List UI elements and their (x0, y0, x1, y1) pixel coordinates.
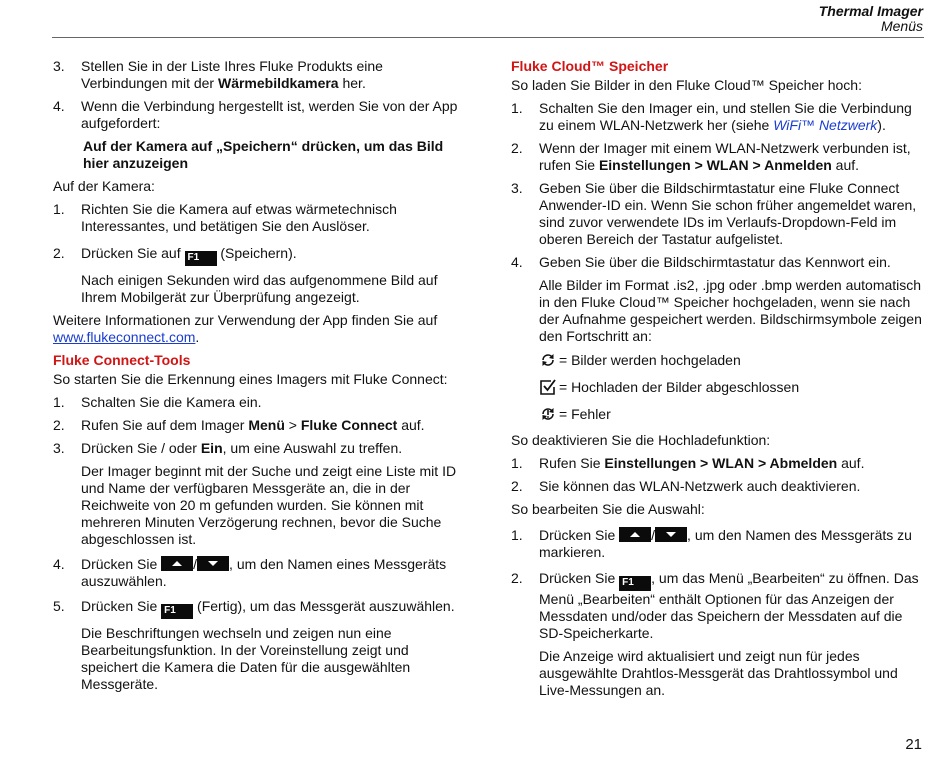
item-text: Drücken Sie (539, 527, 620, 543)
item-text: Drücken Sie / oder (81, 440, 201, 456)
item-text: Drücken Sie (539, 570, 620, 586)
list-item (53, 598, 468, 619)
item-text: (Fertig), um das Messgerät auszuwählen. (193, 598, 455, 614)
list-item (511, 180, 923, 248)
list-item (53, 394, 468, 411)
item-text: ). (877, 117, 886, 133)
item-text: Richten Sie die Kamera auf etwas wärmetechnisch Interessantes, und betätigen Sie den Auslöser. (81, 201, 397, 234)
symbol-row (511, 351, 923, 369)
wifi-network-link[interactable]: WiFi™ Netzwerk (773, 117, 878, 133)
item-text: Rufen Sie (539, 455, 605, 471)
item-bold: Ein (200, 440, 223, 456)
header-rule (52, 37, 924, 38)
symbol-row (511, 378, 923, 396)
section-heading: Fluke Connect-Tools (53, 352, 191, 368)
list-item (53, 440, 468, 457)
item-number: 4. (511, 254, 523, 270)
list-item (511, 570, 923, 642)
check-icon (539, 378, 557, 396)
item-number: 2. (511, 140, 523, 156)
sync-icon (539, 351, 557, 369)
more-info-text: . (195, 329, 200, 345)
item-number: 2. (53, 417, 65, 433)
slash: / (651, 527, 656, 543)
item-text: Geben Sie über die Bildschirmtastatur das Kennwort ein. (539, 254, 891, 270)
more-info-text: Weitere Informationen zur Verwendung der App finden Sie auf (53, 312, 438, 328)
symbol-text: = Fehler (559, 406, 611, 422)
list-item (511, 478, 923, 495)
list-item (53, 556, 468, 590)
sync-error-icon (539, 405, 557, 423)
arrow-up-icon (619, 527, 651, 542)
section-intro: So bearbeiten Sie die Auswahl: (511, 501, 705, 517)
prompt-text: Auf der Kamera auf „Speichern“ drücken, um das Bild hier anzuzeigen (83, 138, 444, 171)
item-note: Der Imager beginnt mit der Suche und zeigt eine Liste mit ID und Name der verfügbaren Messgeräte an, die in der Reichweite von 20 m gefunden wurden. Sie können mit mehreren Minuten Verzögerung rechnen, bevor die Suche abgeschlossen ist. (81, 463, 457, 547)
item-text: , um den Namen des Messgeräts zu markieren. (539, 527, 912, 560)
item-text: Schalten Sie den Imager ein, und stellen Sie die Verbindung zu einem WLAN-Netzwerk her (siehe (539, 100, 912, 133)
slash: / (193, 556, 198, 572)
item-bold: Menü (248, 417, 285, 433)
item-number: 1. (511, 100, 523, 116)
item-text: , um eine Auswahl zu treffen. (222, 440, 403, 456)
app-prompt (53, 138, 468, 172)
item-text: Stellen Sie in der Liste Ihres Fluke Produkts eine Verbindungen mit der (81, 58, 383, 91)
item-text: Geben Sie über die Bildschirmtastatur eine Fluke Connect Anwender-ID ein. Wenn Sie schon früher angemeldet waren, sind zuvor verwendete IDs im Verlaufs-Dropdown-Feld im oberen Bereich der Tastatur aufgelistet. (539, 180, 917, 247)
header-title: Thermal Imager (818, 3, 923, 19)
item-number: 3. (511, 180, 523, 196)
arrow-up-icon (161, 556, 193, 571)
item-text: Sie können das WLAN-Netzwerk auch deaktivieren. (539, 478, 861, 494)
list-item (53, 245, 468, 266)
item-text: , um den Namen eines Messgeräts auszuwählen. (81, 556, 447, 589)
item-text: Drücken Sie (81, 598, 162, 614)
camera-intro: Auf der Kamera: (53, 178, 155, 194)
item-number: 2. (511, 570, 523, 586)
item-text: Drücken Sie (81, 556, 162, 572)
item-text: Wenn die Verbindung hergestellt ist, werden Sie von der App aufgefordert: (81, 98, 458, 131)
item-text: auf. (831, 157, 860, 173)
item-text: Wenn der Imager mit einem WLAN-Netzwerk verbunden ist, rufen Sie (539, 140, 911, 173)
left-column (53, 58, 468, 699)
item-number: 4. (53, 98, 65, 114)
item-number: 2. (53, 245, 65, 261)
item-text: Drücken Sie auf (81, 245, 185, 261)
item-number: 1. (53, 201, 65, 217)
item-note: Die Anzeige wird aktualisiert und zeigt nun für jedes ausgewählte Drahtlos-Messgerät das Drahtlossymbol und Live-Messungen an. (539, 648, 898, 698)
section-intro: So starten Sie die Erkennung eines Imagers mit Fluke Connect: (53, 371, 448, 387)
list-item (53, 417, 468, 434)
list-item (511, 527, 923, 561)
item-note: Die Beschriftungen wechseln und zeigen nun eine Bearbeitungsfunktion. In der Voreinstellung zeigt und speichert die Kamera die Daten für die ausgewählten Messgeräte. (81, 625, 411, 692)
item-bold: Fluke Connect (300, 417, 398, 433)
item-text: , um das Menü „Bearbeiten“ zu öffnen. Das Menü „Bearbeiten“ enthält Optionen für das Anzeigen der Messdaten und/oder das Speichern der Messdaten auf die SD-Speicherkarte. (539, 570, 919, 641)
section-intro: So deaktivieren Sie die Hochladefunktion: (511, 432, 771, 448)
item-number: 5. (53, 598, 65, 614)
arrow-down-icon (655, 527, 687, 542)
item-number: 4. (53, 556, 65, 572)
list-item (511, 455, 923, 472)
f1-key-icon: F1 (619, 576, 651, 591)
more-info (53, 312, 468, 346)
list-item (511, 140, 923, 174)
f1-key-icon: F1 (161, 604, 193, 619)
page-number: 21 (905, 736, 922, 753)
item-text: Rufen Sie auf dem Imager (81, 417, 249, 433)
symbol-text: = Bilder werden hochgeladen (559, 352, 741, 368)
item-number: 3. (53, 440, 65, 456)
item-note: Nach einigen Sekunden wird das aufgenommene Bild auf Ihrem Mobilgerät zur Überprüfung angezeigt. (81, 272, 438, 305)
item-number: 2. (511, 478, 523, 494)
item-text: Schalten Sie die Kamera ein. (81, 394, 262, 410)
item-text: (Speichern). (216, 245, 297, 261)
arrow-down-icon (197, 556, 229, 571)
symbol-row (511, 405, 923, 423)
item-bold: Wärmebildkamera (217, 75, 339, 91)
running-header (819, 4, 923, 34)
item-bold: Einstellungen > WLAN > Anmelden (598, 157, 832, 173)
item-number: 1. (511, 455, 523, 471)
list-item (511, 100, 923, 134)
section-heading: Fluke Cloud™ Speicher (511, 58, 669, 74)
list-item (53, 201, 468, 235)
list-item (53, 98, 468, 132)
symbol-text: = Hochladen der Bilder abgeschlossen (559, 379, 800, 395)
header-subtitle: Menüs (880, 18, 923, 34)
item-number: 3. (53, 58, 65, 74)
flukeconnect-link[interactable]: www.flukeconnect.com (53, 329, 196, 345)
item-text: > (284, 417, 301, 433)
item-text: her. (338, 75, 366, 91)
item-note: Alle Bilder im Format .is2, .jpg oder .bmp werden automatisch in den Fluke Cloud™ Speicher hochgeladen, wenn sie nach der Aufnahme gespeichert werden. Bildschirmsymbole zeigen den Fortschritt an: (539, 277, 922, 344)
item-number: 1. (511, 527, 523, 543)
section-intro: So laden Sie Bilder in den Fluke Cloud™ Speicher hoch: (511, 77, 862, 93)
list-item (53, 58, 468, 92)
item-text: auf. (837, 455, 865, 471)
list-item (511, 254, 923, 271)
item-bold: Einstellungen > WLAN > Abmelden (604, 455, 838, 471)
item-number: 1. (53, 394, 65, 410)
f1-key-icon: F1 (185, 251, 217, 266)
item-text: auf. (397, 417, 425, 433)
right-column (511, 58, 923, 705)
